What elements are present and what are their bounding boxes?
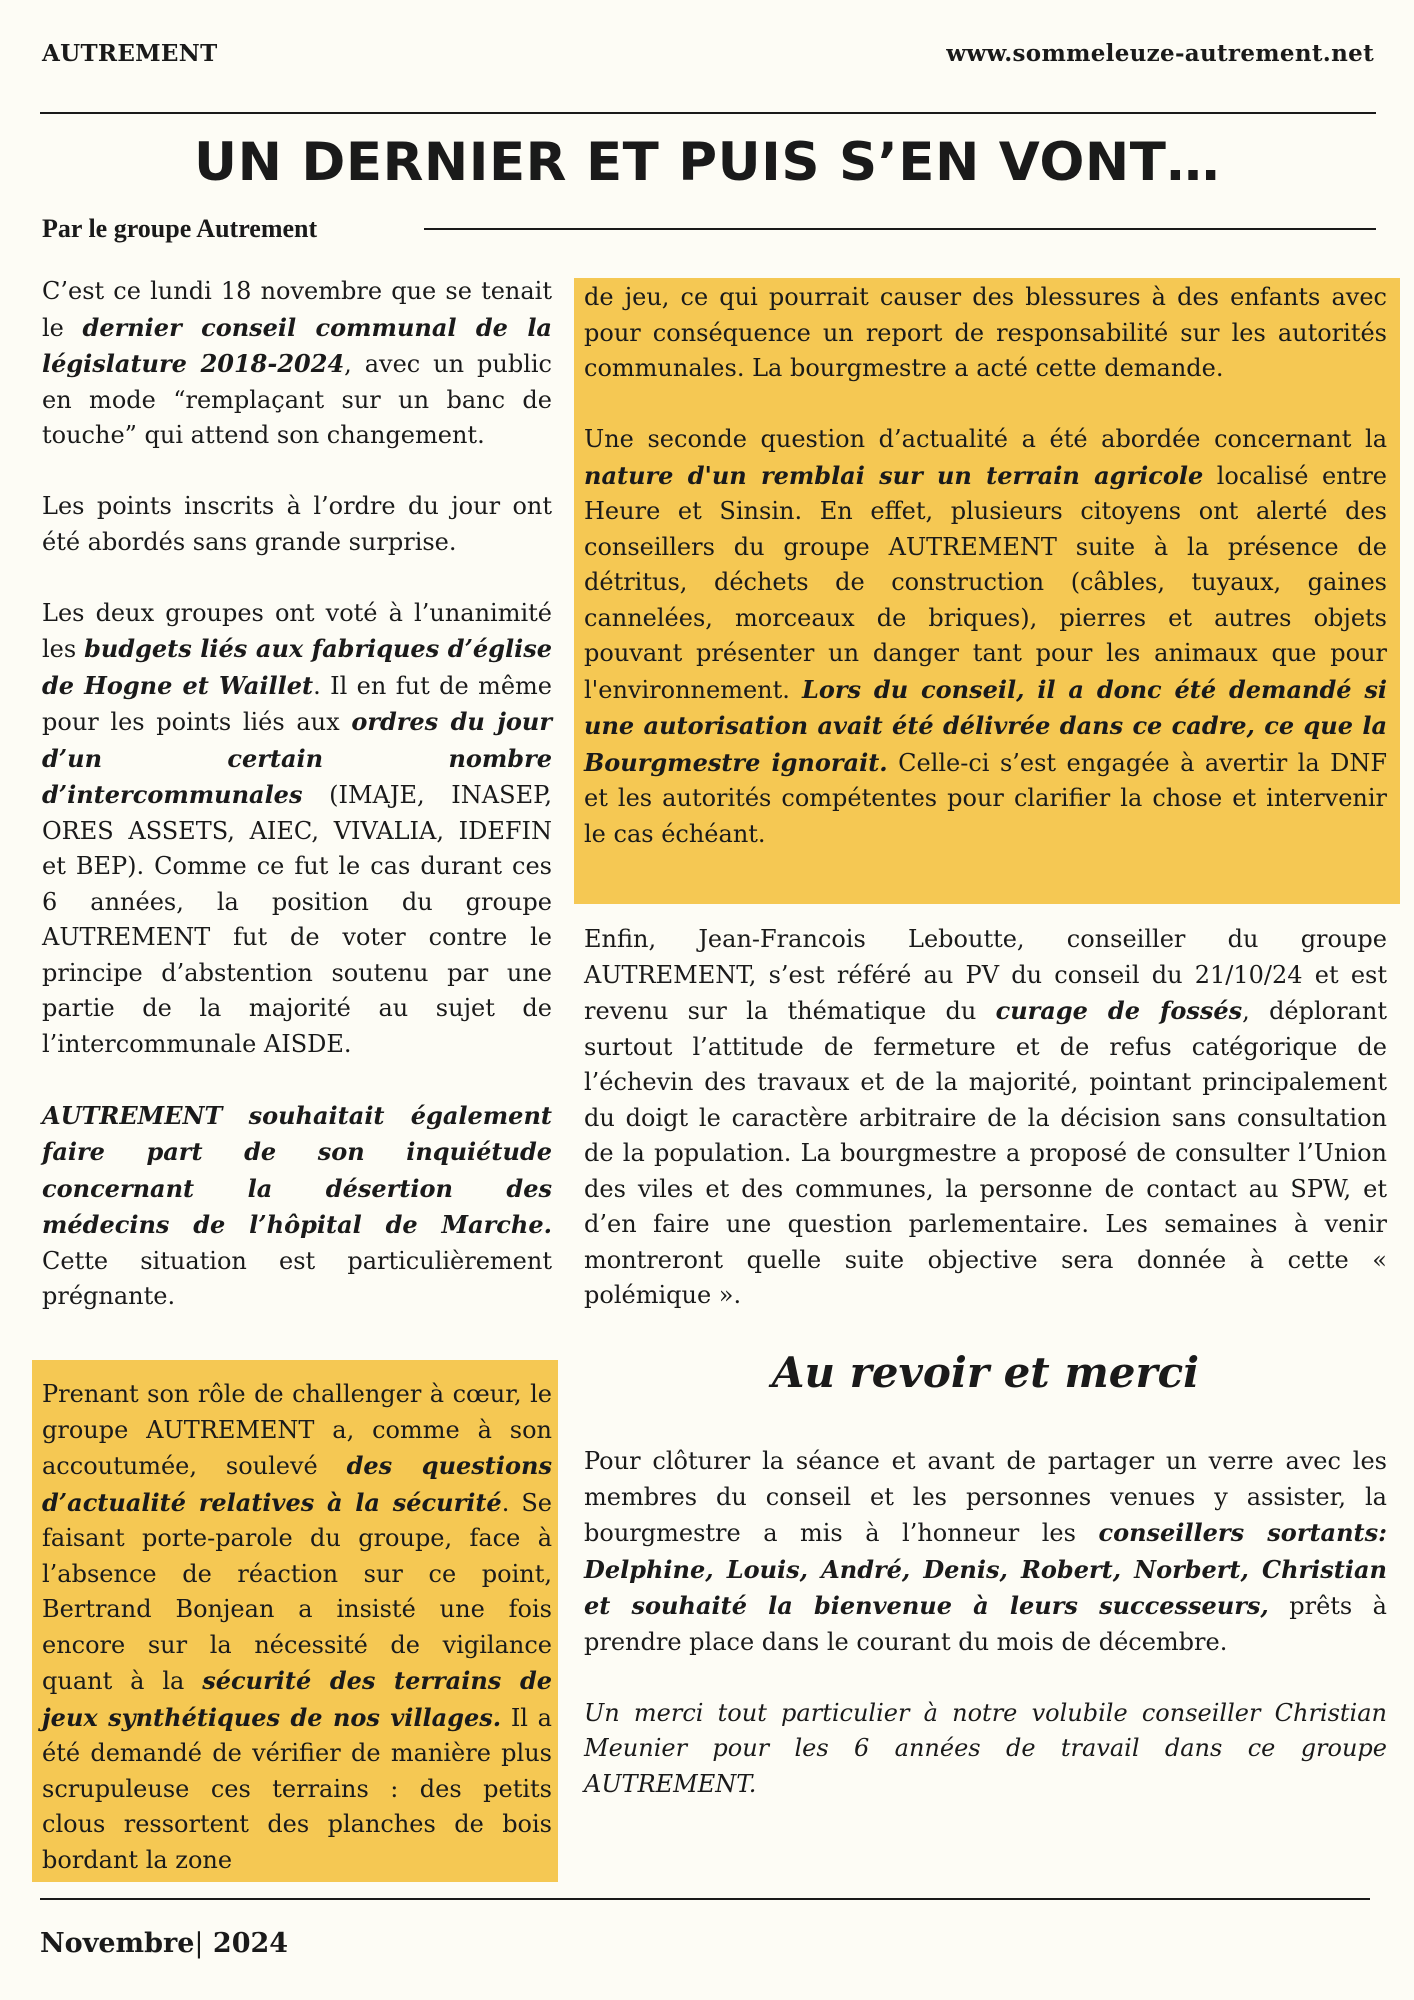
paragraph-security: Prenant son rôle de challenger à cœur, le groupe AUTREMENT a, comme à son accoutumée, soulevé des questions d’actualité relatives à la sécurité. Se faisant porte-parole du groupe, face à l’absence de réaction sur ce point, Bertrand Bonjean a insisté une fois encore sur la nécessité de vigilance quant à la sécurité des terrains de jeux synthétiques de nos villages. Il a été demandé de vérifier de manière plus scrupuleuse ces terrains : des petits clous ressortent des planches de bois bordant la zone — [42, 1380, 553, 1874]
footer-date: Novembre| 2024 — [40, 1928, 289, 1959]
paragraph-thanks: Un merci tout particulier à notre volubile conseiller Christian Meunier pour les 6 années de travail dans ce groupe AUTREMENT. — [584, 1698, 1387, 1798]
section-title: Au revoir et merci — [771, 1348, 1200, 1397]
paragraph-intro: C’est ce lundi 18 novembre que se tenait le dernier conseil communal de la législature 2018-2024, avec un public en mode “remplaçant sur un banc de touche” qui attend son changement. — [42, 277, 552, 449]
header-rule — [40, 112, 1376, 114]
header-brand: AUTREMENT — [42, 40, 218, 67]
farewell-column — [584, 1444, 1387, 1802]
byline-rule — [424, 228, 1376, 230]
left-column — [42, 274, 552, 1315]
questions-box-text — [584, 280, 1387, 852]
footer-rule — [40, 1898, 1370, 1900]
paragraph-ditches: Enfin, Jean-Francois Leboutte, conseiller du groupe AUTREMENT, s’est référé au PV du conseil du 21/10/24 et est revenu sur la thématique du curage de fossés, déplorant surtout l’attitude de fermeture et de refus catégorique de l’échevin des travaux et de la majorité, pointant principalement du doigt le caractère arbitraire de la décision sans consultation de la population. La bourgmestre a proposé de consulter l’Union des viles et des communes, la personne de contact au SPW, et d’en faire une question parlementaire. Les semaines à venir montreront quelle suite objective sera donnée à cette « polémique ». — [584, 925, 1387, 1309]
paragraph-votes: Les deux groupes ont voté à l’unanimité les budgets liés aux fabriques d’église de Hogne et Waillet. Il en fut de même pour les points liés aux ordres du jour d’un certain nombre d’intercommunales (IMAJE, INASEP, ORES ASSETS, AIEC, VIVALIA, IDEFIN et BEP). Comme ce fut le cas durant ces 6 années, la position du groupe AUTREMENT fut de voter contre le principe d’abstention soutenu par une partie de la majorité au sujet de l’intercommunale AISDE. — [42, 598, 553, 1058]
right-column — [584, 922, 1387, 1314]
paragraph-playground: de jeu, ce qui pourrait causer des blessures à des enfants avec pour conséquence un report de responsabilité sur les autorités communales. La bourgmestre a acté cette demande. — [584, 283, 1387, 382]
paragraph-landfill: Une seconde question d’actualité a été abordée concernant la nature d'un remblai sur un terrain agricole localisé entre Heure et Sinsin. En effet, plusieurs citoyens ont alerté des conseillers du groupe AUTREMENT suite à la présence de détritus, déchets de construction (câbles, tuyaux, gaines cannelées, morceaux de briques), pierres et autres objets pouvant présenter un danger tant pour les animaux que pour l'environnement. Lors du conseil, il a donc été demandé si une autorisation avait été délivrée dans ce cadre, ce que la Bourgmestre ignorait. Celle-ci s’est engagée à avertir la DNF et les autorités compétentes pour clarifier la chose et intervenir le cas échéant. — [584, 425, 1388, 848]
security-box-text — [42, 1377, 552, 1878]
paragraph-doctors: AUTREMENT souhaitait également faire part de son inquiétude concernant la désertion des médecins de l’hôpital de Marche. Cette situation est particulièrement prégnante. — [42, 1100, 552, 1310]
paragraph-farewell: Pour clôturer la séance et avant de partager un verre avec les membres du conseil et les personnes venues y assister, la bourgmestre a mis à l’honneur les conseillers sortants: Delphine, Louis, André, Denis, Robert, Norbert, Christian et souhaité la bienvenue à leurs successeurs, prêts à prendre place dans le courant du mois de décembre. — [584, 1447, 1388, 1656]
paragraph-agenda: Les points inscrits à l’ordre du jour ont été abordés sans grande surprise. — [42, 492, 552, 556]
header-website: www.sommeleuze-autrement.net — [946, 40, 1374, 67]
byline: Par le groupe Autrement — [42, 214, 318, 243]
page-title: UN DERNIER ET PUIS S’EN VONT… — [194, 132, 1220, 193]
